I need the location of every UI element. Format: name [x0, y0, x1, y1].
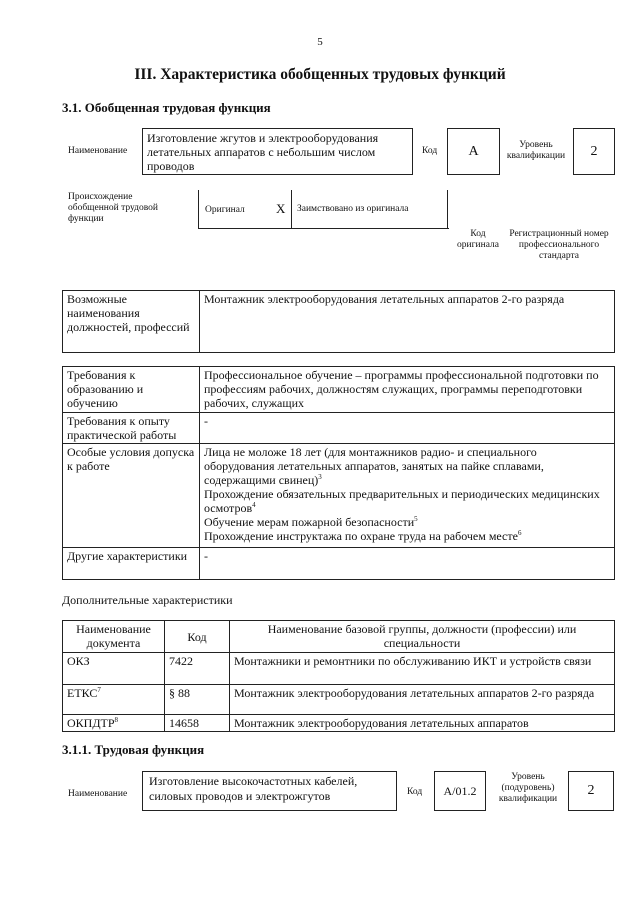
- education-value: Профессиональное обучение – программы профессиональной подготовки по профессиям рабочих, должностям служащих, программы переподготовки рабочих, служащих: [200, 367, 615, 413]
- experience-value: -: [200, 413, 615, 444]
- education-label: Требования к образованию и обучению: [63, 367, 200, 413]
- requirements-table: [62, 366, 615, 580]
- origin-label: Происхождение обобщенной трудовой функции: [68, 192, 158, 224]
- row-name: Монтажники и ремонтники по обслуживанию ИКТ и устройств связи: [230, 653, 615, 685]
- row-name: Монтажник электрооборудования летательных аппаратов: [230, 715, 615, 732]
- row-code: 14658: [165, 715, 230, 732]
- labor-code-label: Код: [407, 787, 423, 797]
- code-label: Код: [422, 146, 438, 156]
- footnote-ref: 5: [414, 515, 418, 523]
- experience-label: Требования к опыту практической работы: [63, 413, 200, 444]
- code-original-label: Код оригинала: [457, 229, 499, 250]
- footnote-ref: 4: [252, 501, 256, 509]
- admission-label: Особые условия допуска к работе: [63, 444, 200, 548]
- job-titles-label: Возможные наименования должностей, профессий: [63, 291, 200, 353]
- table-row: [63, 367, 615, 413]
- origin-divider: [291, 190, 292, 228]
- origin-original-label: Оригинал: [205, 205, 245, 215]
- header-code: Код: [165, 621, 230, 653]
- labor-function-level: 2: [568, 771, 614, 811]
- additional-table: [62, 620, 615, 732]
- origin-divider-2: [447, 190, 448, 228]
- header-name: Наименование базовой группы, должности (профессии) или специальности: [230, 621, 615, 653]
- level-label: Уровень квалификации: [506, 140, 566, 161]
- labor-function-name: Изготовление высокочастотных кабелей, силовых проводов и электрожгутов: [142, 771, 397, 811]
- general-function-code: A: [447, 128, 500, 175]
- footnote-ref: 3: [318, 473, 322, 481]
- job-titles-table: [62, 290, 615, 353]
- general-function-heading: 3.1. Обобщенная трудовая функция: [62, 100, 271, 115]
- reg-number-label: Регистрационный номер профессионального стандарта: [509, 229, 609, 261]
- other-label: Другие характеристики: [63, 548, 200, 580]
- footnote-ref: 7: [97, 686, 101, 694]
- table-row: [63, 548, 615, 580]
- admission-value: [200, 444, 615, 548]
- table-row: [63, 444, 615, 548]
- table-row: [63, 653, 615, 685]
- table-header-row: [63, 621, 615, 653]
- job-titles-value: Монтажник электрооборудования летательных аппаратов 2-го разряда: [200, 291, 615, 353]
- table-row: [63, 715, 615, 732]
- row-doc: ЕТКС$^7$: [63, 685, 165, 715]
- admission-line: Обучение мерам пожарной безопасности$^5$: [204, 515, 418, 529]
- name-label: Наименование: [68, 146, 128, 156]
- row-code: § 88: [165, 685, 230, 715]
- labor-function-code: A/01.2: [434, 771, 486, 811]
- admission-line: Лица не моложе 18 лет (для монтажников радио- и специального оборудования летательных аппаратов, занятых на пайке сплавами, содержащими свинец)$^3$: [204, 445, 544, 487]
- table-row: [63, 413, 615, 444]
- footnote-ref: 6: [517, 529, 522, 537]
- table-row: [63, 685, 615, 715]
- labor-level-label: Уровень (подуровень) квалификации: [498, 772, 558, 804]
- header-document: Наименование документа: [63, 621, 165, 653]
- labor-name-label: Наименование: [68, 789, 128, 799]
- additional-title: Дополнительные характеристики: [62, 593, 233, 607]
- origin-borrowed-label: Заимствовано из оригинала: [297, 204, 409, 214]
- section-title: III. Характеристика обобщенных трудовых функций: [134, 66, 506, 83]
- page-number: 5: [317, 36, 323, 48]
- other-value: -: [200, 548, 615, 580]
- footnote-ref: 8: [114, 716, 119, 724]
- general-function-level: 2: [573, 128, 615, 175]
- row-doc: ОКПДТР$^8$: [63, 715, 165, 732]
- admission-line: Прохождение обязательных предварительных и периодических медицинских осмотров$^4$: [204, 487, 600, 515]
- origin-original-mark: X: [276, 201, 286, 216]
- row-code: 7422: [165, 653, 230, 685]
- row-doc: ОКЗ: [63, 653, 165, 685]
- labor-function-heading: 3.1.1. Трудовая функция: [62, 742, 205, 757]
- admission-line: Прохождение инструктажа по охране труда на рабочем месте$^6$: [204, 529, 522, 543]
- general-function-name: Изготовление жгутов и электрооборудования летательных аппаратов с небольшим числом проводов: [142, 128, 413, 175]
- row-name: Монтажник электрооборудования летательных аппаратов 2-го разряда: [230, 685, 615, 715]
